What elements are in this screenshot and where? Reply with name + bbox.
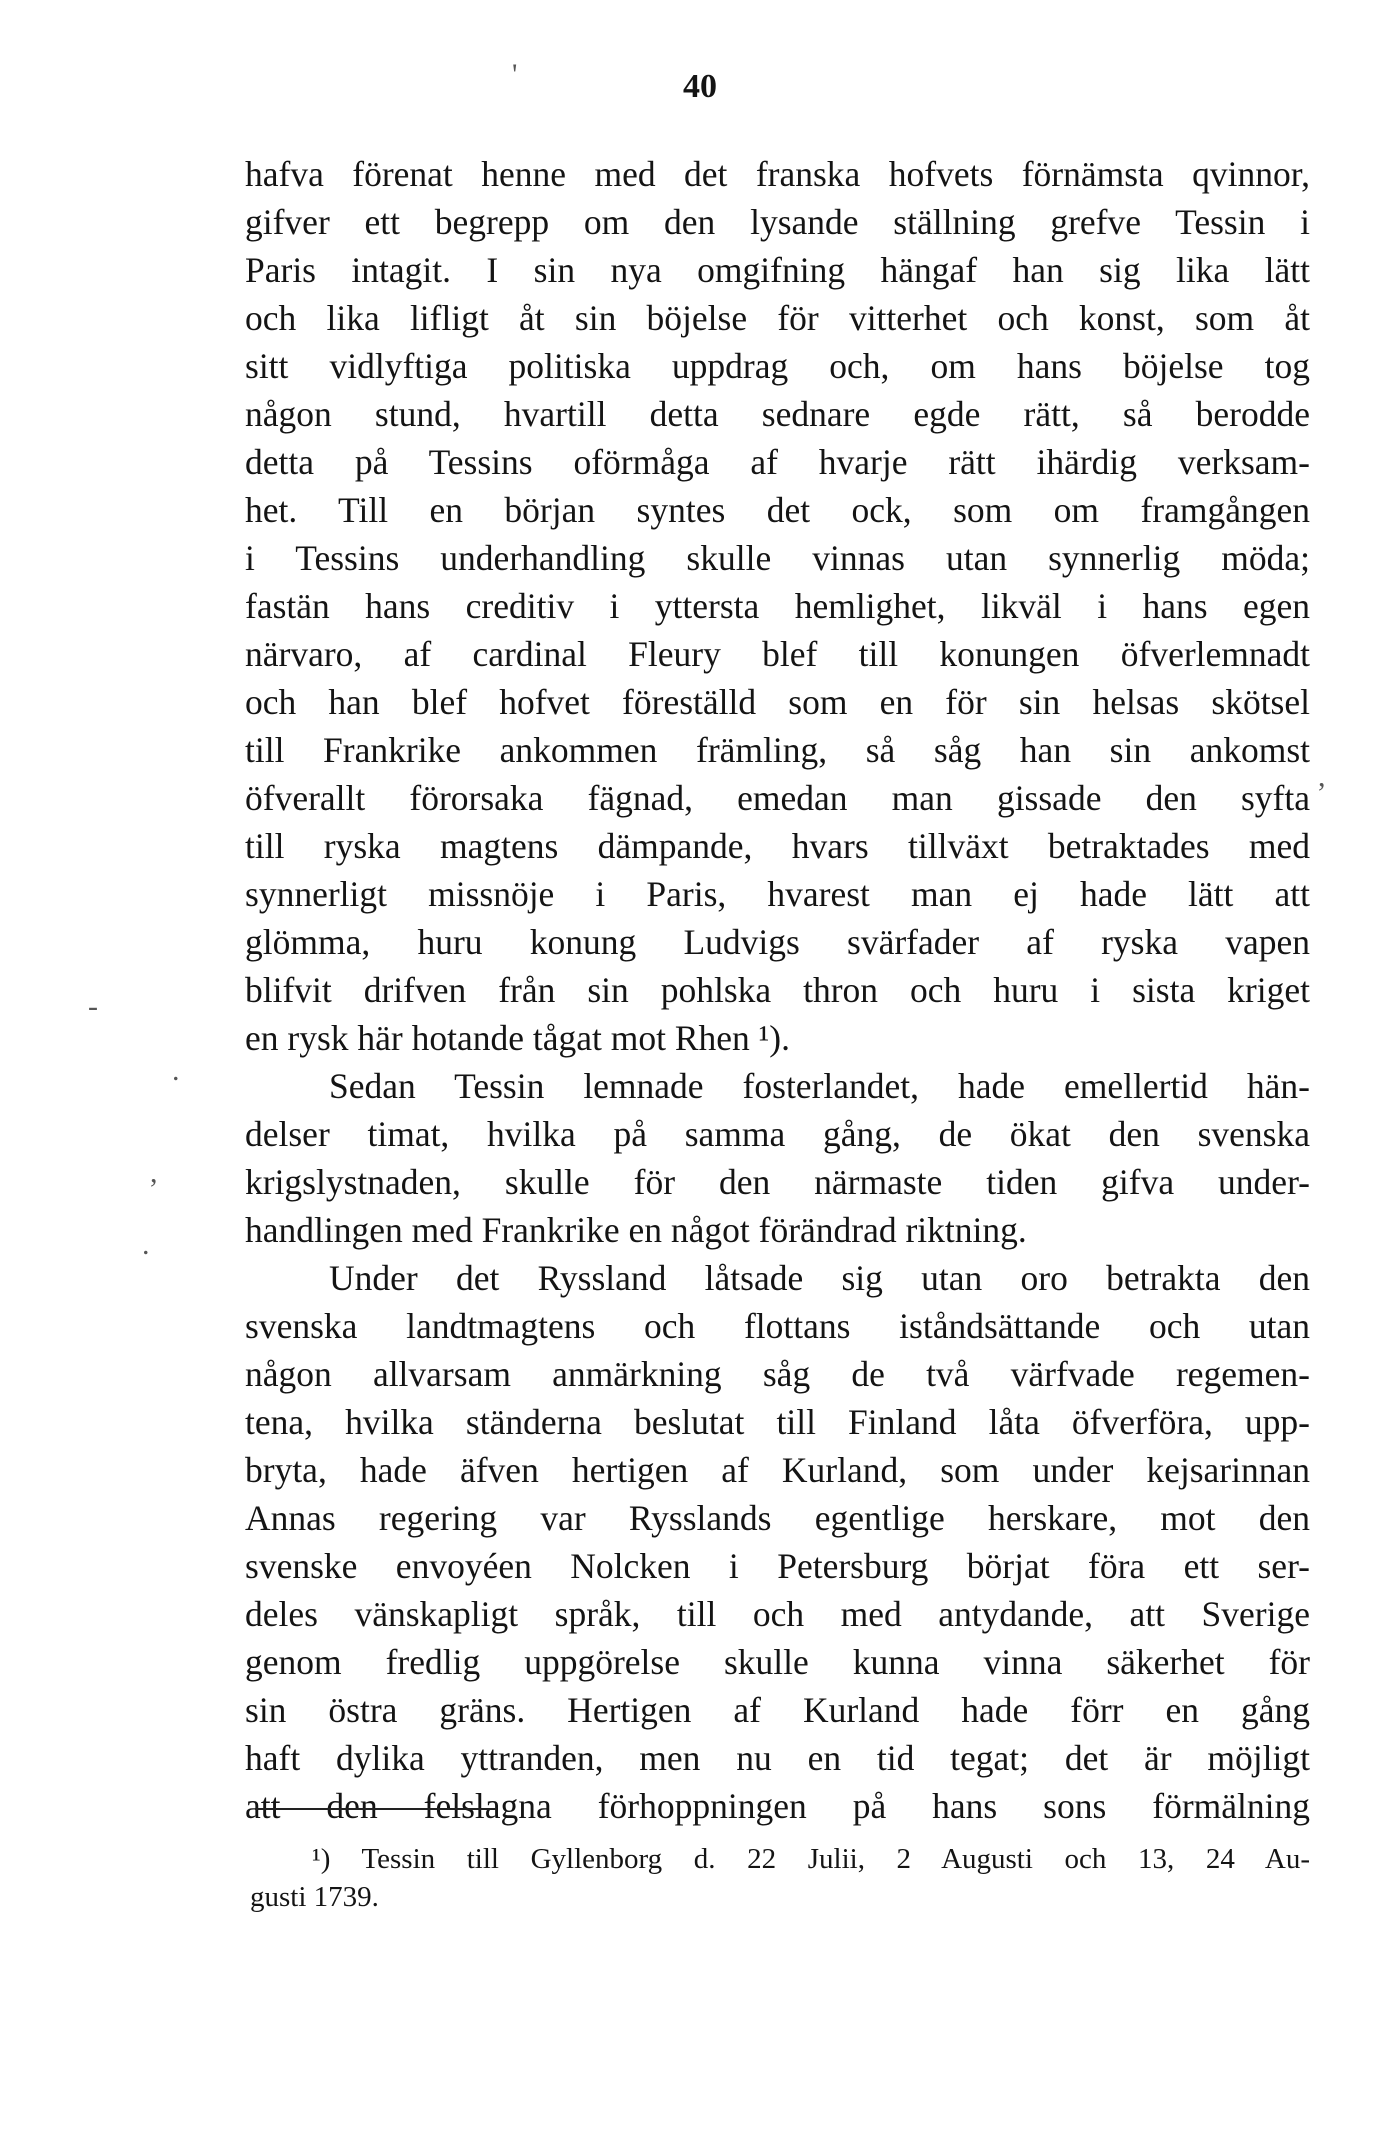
- footnote-line: ¹) Tessin till Gyllenborg d. 22 Julii, 2 Augusti och 13, 24 Au-: [312, 1843, 1310, 1875]
- text-line: handlingen med Frankrike en något förändrad riktning.: [245, 1210, 1027, 1250]
- paragraph: [245, 150, 1310, 1062]
- paragraph: [245, 1254, 1310, 1830]
- text-line: i Tessins underhandling skulle vinnas utan synnerlig möda;: [245, 538, 1310, 578]
- text-line: gifver ett begrepp om den lysande ställning grefve Tessin i: [245, 202, 1310, 242]
- text-line: delser timat, hvilka på samma gång, de ökat den svenska: [245, 1114, 1310, 1154]
- text-line: haft dylika yttranden, men nu en tid tegat; det är möjligt: [245, 1738, 1310, 1778]
- stray-mark: ,: [150, 1156, 158, 1189]
- footnote-line: gusti 1739.: [250, 1881, 379, 1913]
- page-number: 40: [683, 68, 717, 105]
- stray-mark: -: [88, 990, 98, 1023]
- text-line: het. Till en början syntes det ock, som om framgången: [245, 490, 1310, 530]
- text-line: blifvit drifven från sin pohlska thron och huru i sista kriget: [245, 970, 1310, 1010]
- text-line: fastän hans creditiv i yttersta hemlighet, likväl i hans egen: [245, 586, 1310, 626]
- text-line: svenska landtmagtens och flottans iståndsättande och utan: [245, 1306, 1310, 1346]
- text-line: till ryska magtens dämpande, hvars tillväxt betraktades med: [245, 826, 1310, 866]
- stray-mark: .: [142, 1228, 150, 1261]
- text-line: Sedan Tessin lemnade fosterlandet, hade emellertid hän-: [329, 1066, 1310, 1106]
- text-line: och han blef hofvet föreställd som en för sin helsas skötsel: [245, 682, 1310, 722]
- text-line: någon allvarsam anmärkning såg de två värfvade regemen-: [245, 1354, 1310, 1394]
- text-line: sin östra gräns. Hertigen af Kurland hade förr en gång: [245, 1690, 1310, 1730]
- text-line: krigslystnaden, skulle för den närmaste tiden gifva under-: [245, 1162, 1310, 1202]
- text-line: närvaro, af cardinal Fleury blef till konungen öfverlemnadt: [245, 634, 1310, 674]
- stray-mark: .: [172, 1054, 180, 1087]
- footnote-divider: [255, 1808, 497, 1810]
- text-line: detta på Tessins oförmåga af hvarje rätt ihärdig verksam-: [245, 442, 1310, 482]
- text-line: sitt vidlyftiga politiska uppdrag och, om hans böjelse tog: [245, 346, 1310, 386]
- footnote: [250, 1840, 1310, 1916]
- text-line: Under det Ryssland låtsade sig utan oro betrakta den: [329, 1258, 1310, 1298]
- stray-mark: ': [512, 58, 518, 91]
- text-line: bryta, hade äfven hertigen af Kurland, som under kejsarinnan: [245, 1450, 1310, 1490]
- text-line: tena, hvilka ständerna beslutat till Finland låta öfverföra, upp-: [245, 1402, 1310, 1442]
- text-line: Paris intagit. I sin nya omgifning hängaf han sig lika lätt: [245, 250, 1310, 290]
- text-line: att den felslagna förhoppningen på hans sons förmälning: [245, 1786, 1310, 1826]
- text-line: synnerligt missnöje i Paris, hvarest man ej hade lätt att: [245, 874, 1310, 914]
- text-line: glömma, huru konung Ludvigs svärfader af ryska vapen: [245, 922, 1310, 962]
- stray-mark: ,: [1318, 760, 1326, 793]
- text-line: någon stund, hvartill detta sednare egde rätt, så berodde: [245, 394, 1310, 434]
- text-line: svenske envoyéen Nolcken i Petersburg börjat föra ett ser-: [245, 1546, 1310, 1586]
- text-line: en rysk här hotande tågat mot Rhen ¹).: [245, 1018, 790, 1058]
- text-line: hafva förenat henne med det franska hofvets förnämsta qvinnor,: [245, 154, 1310, 194]
- text-line: till Frankrike ankommen främling, så såg han sin ankomst: [245, 730, 1310, 770]
- text-line: genom fredlig uppgörelse skulle kunna vinna säkerhet för: [245, 1642, 1310, 1682]
- paragraph: [245, 1062, 1310, 1254]
- text-line: deles vänskapligt språk, till och med antydande, att Sverige: [245, 1594, 1310, 1634]
- text-line: och lika lifligt åt sin böjelse för vitterhet och konst, som åt: [245, 298, 1310, 338]
- body-text: [245, 150, 1310, 1830]
- text-line: öfverallt förorsaka fägnad, emedan man gissade den syfta: [245, 778, 1310, 818]
- text-line: Annas regering var Rysslands egentlige herskare, mot den: [245, 1498, 1310, 1538]
